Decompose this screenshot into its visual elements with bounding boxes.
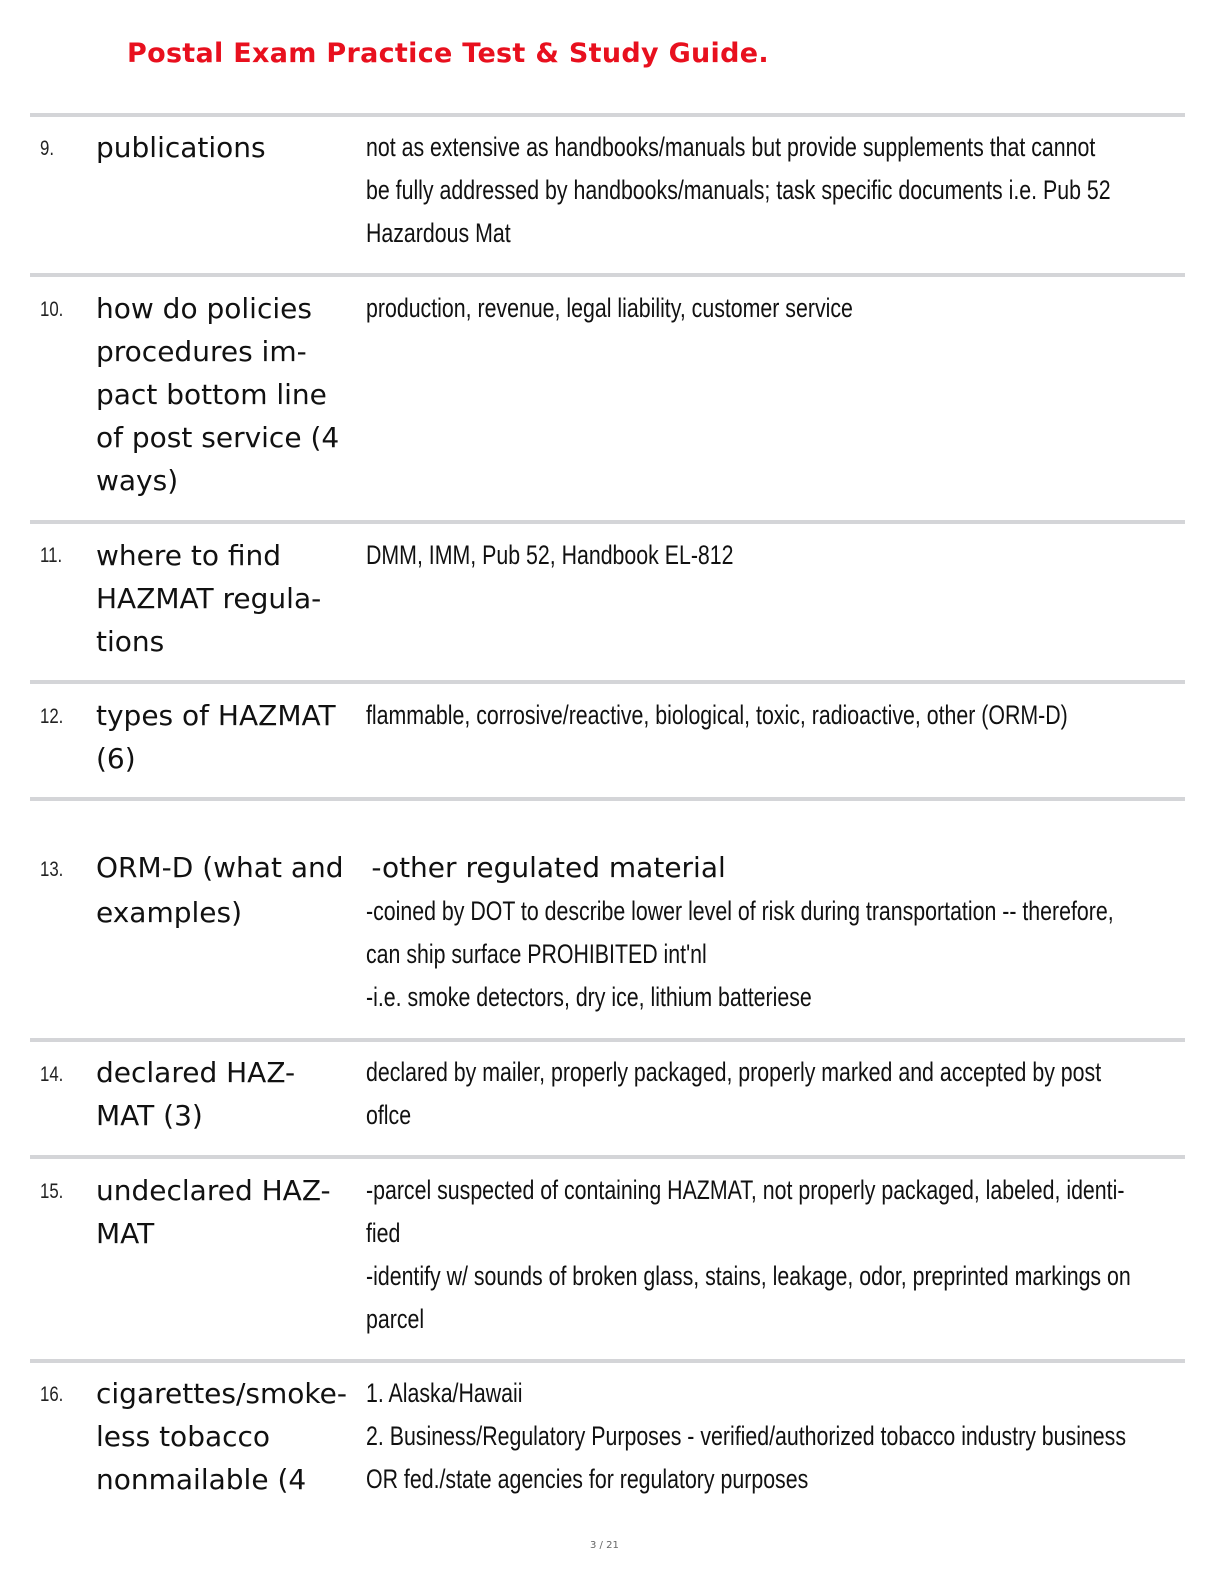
- term-line: pact bottom line: [96, 378, 327, 411]
- entry-definition: [366, 126, 1156, 255]
- entry-term: [96, 1051, 354, 1137]
- entry-number: 10.: [40, 298, 64, 321]
- definition-line: -i.e. smoke detectors, dry ice, lithium batteriese: [366, 982, 812, 1012]
- entry-number: 11.: [40, 544, 63, 567]
- entry-term: [96, 891, 354, 934]
- definition-line: be fully addressed by handbooks/manuals; task specific documents i.e. Pub 52: [366, 175, 1111, 205]
- term-line: MAT (3): [96, 1099, 203, 1132]
- term-line: of post service (4: [96, 421, 340, 454]
- entry-number: 13.: [40, 858, 64, 881]
- term-line: tions: [96, 625, 165, 658]
- definition-line: flammable, corrosive/reactive, biological, toxic, radioactive, other (ORM-D): [366, 700, 1068, 730]
- entry-number: 15.: [40, 1180, 64, 1203]
- entry-definition: [366, 287, 1156, 330]
- divider: [30, 797, 1185, 801]
- term-line: HAZMAT regula-: [96, 582, 322, 615]
- entry-term: [96, 1169, 354, 1255]
- term-line: publications: [96, 131, 266, 164]
- entry-number: 16.: [40, 1383, 64, 1406]
- page-indicator: 3 / 21: [590, 1540, 619, 1551]
- definition-line: -coined by DOT to describe lower level of risk during transportation -- therefore,: [366, 896, 1114, 926]
- divider: [30, 113, 1185, 117]
- definition-line: fied: [366, 1218, 401, 1248]
- term-line: where to find: [96, 539, 282, 572]
- definition-line: can ship surface PROHIBITED int'nl: [366, 939, 707, 969]
- term-line: ways): [96, 464, 179, 497]
- term-line: how do policies: [96, 292, 312, 325]
- definition-line: production, revenue, legal liability, customer service: [366, 293, 853, 323]
- divider: [30, 1038, 1185, 1042]
- term-line: cigarettes/smoke-: [96, 1377, 347, 1410]
- definition-line: not as extensive as handbooks/manuals but provide supplements that cannot: [366, 132, 1096, 162]
- entry-number: 9.: [40, 137, 55, 160]
- term-line: less tobacco: [96, 1420, 271, 1453]
- definition-line: Hazardous Mat: [366, 218, 511, 248]
- entry-number: 12.: [40, 705, 64, 728]
- entry-term: [96, 1372, 354, 1501]
- term-line: examples): [96, 896, 243, 929]
- page-title: Postal Exam Practice Test & Study Guide.: [127, 38, 769, 69]
- definition-line: 1. Alaska/Hawaii: [366, 1378, 523, 1408]
- definition-line: DMM, IMM, Pub 52, Handbook EL-812: [366, 540, 734, 570]
- term-line: types of HAZMAT: [96, 699, 336, 732]
- entry-term: [96, 126, 354, 169]
- entry-definition: [366, 1169, 1156, 1341]
- divider: [30, 680, 1185, 684]
- term-line: declared HAZ-: [96, 1056, 296, 1089]
- term-line: procedures im-: [96, 335, 307, 368]
- definition-line: declared by mailer, properly packaged, properly marked and accepted by post: [366, 1057, 1102, 1087]
- entry-definition: [366, 694, 1156, 737]
- term-line: ORM-D (what and: [96, 851, 344, 884]
- term-line: (6): [96, 742, 136, 775]
- entry-term: [96, 287, 354, 502]
- entry-definition: [366, 534, 1156, 577]
- entry-definition: [366, 890, 1156, 1019]
- entry-first-line: [96, 846, 726, 889]
- entry-definition: [366, 1372, 1156, 1501]
- definition-line: 2. Business/Regulatory Purposes - verified/authorized tobacco industry business: [366, 1421, 1126, 1451]
- term-line: nonmailable (4: [96, 1463, 307, 1496]
- entry-definition: [366, 1051, 1156, 1137]
- divider: [30, 1155, 1185, 1159]
- divider: [30, 273, 1185, 277]
- definition-line: oflce: [366, 1100, 412, 1130]
- definition-line: parcel: [366, 1304, 425, 1334]
- entry-number: 14.: [40, 1063, 64, 1086]
- entry-term: [96, 694, 354, 780]
- definition-line: OR fed./state agencies for regulatory purposes: [366, 1464, 809, 1494]
- entry-term: [96, 534, 354, 663]
- definition-line: -other regulated material: [371, 851, 726, 884]
- definition-line: -parcel suspected of containing HAZMAT, not properly packaged, labeled, identi-: [366, 1175, 1125, 1205]
- definition-line: -identify w/ sounds of broken glass, stains, leakage, odor, preprinted markings on: [366, 1261, 1131, 1291]
- term-line: MAT: [96, 1217, 155, 1250]
- divider: [30, 1359, 1185, 1363]
- term-line: undeclared HAZ-: [96, 1174, 331, 1207]
- divider: [30, 520, 1185, 524]
